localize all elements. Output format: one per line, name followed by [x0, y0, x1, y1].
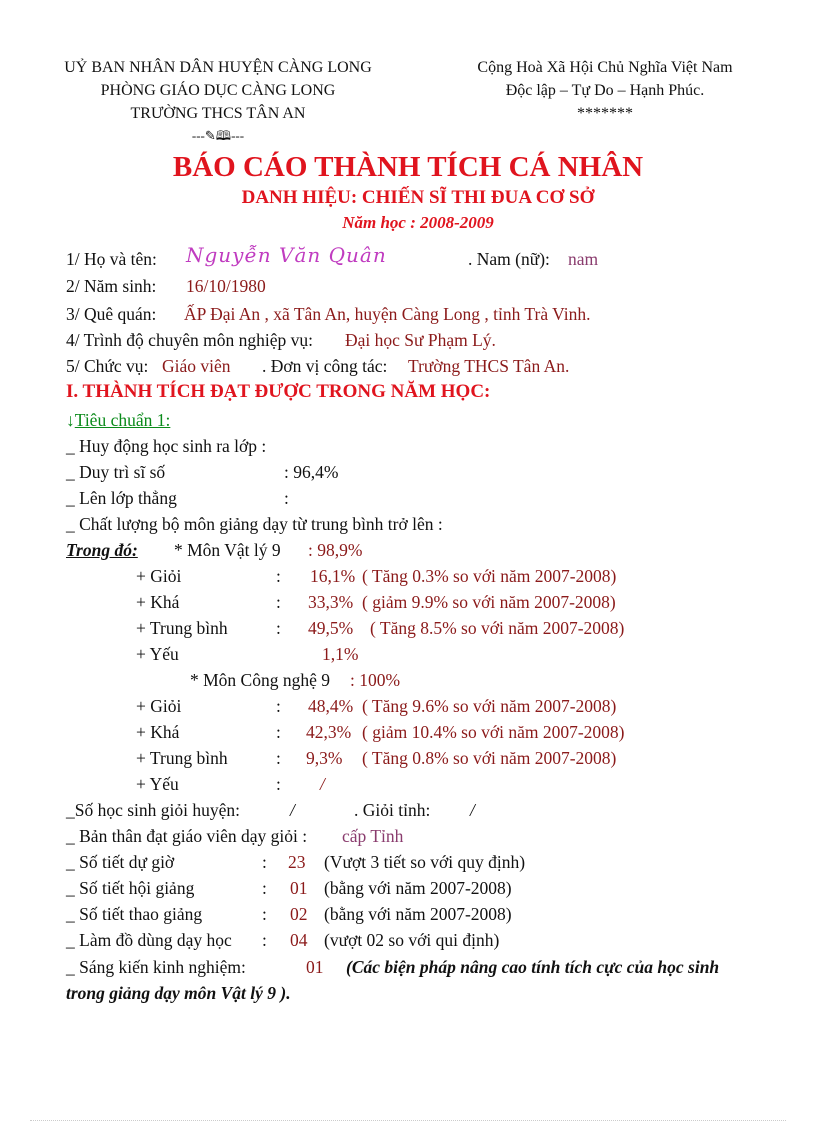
s2-yeu-label: + Yếu	[136, 774, 179, 794]
school-year: Năm học : 2008-2009	[342, 213, 494, 232]
stat-thao-giang-note: (bằng với năm 2007-2008)	[324, 904, 512, 924]
position-label: 5/ Chức vụ:	[66, 356, 149, 376]
hometown-label: 3/ Quê quán:	[66, 304, 157, 324]
stat-thao-giang-value: 02	[290, 904, 308, 924]
hsg-huyen-value: /	[290, 800, 295, 820]
s1-gioi-colon: :	[276, 566, 281, 586]
s2-gioi-note: ( Tăng 9.6% so với năm 2007-2008)	[362, 696, 617, 716]
stat-du-gio-value: 23	[288, 852, 306, 872]
s2-kha-label: + Khá	[136, 722, 180, 742]
stat-do-dung-colon: :	[262, 930, 267, 950]
s1-tb-label: + Trung bình	[136, 618, 228, 638]
gender-value: nam	[568, 249, 599, 269]
dob-value: 16/10/1980	[186, 276, 266, 296]
stat-do-dung-label: _ Làm đồ dùng dạy học	[66, 930, 232, 950]
s2-gioi-colon: :	[276, 696, 281, 716]
header-left	[40, 56, 396, 147]
dob-label: 2/ Năm sinh:	[66, 276, 157, 296]
s2-kha-colon: :	[276, 722, 281, 742]
s1-kha-colon: :	[276, 592, 281, 612]
s1-yeu-value: 1,1%	[322, 644, 359, 664]
stat-hoi-giang-label: _ Số tiết hội giảng	[66, 878, 195, 898]
header-right	[420, 56, 790, 125]
skkn-note-1: (Các biện pháp nâng cao tính tích cực của học sinh	[346, 957, 720, 977]
stat-du-gio-note: (Vượt 3 tiết so với quy định)	[324, 852, 526, 872]
s1-yeu-label: + Yếu	[136, 644, 179, 664]
stat-do-dung-value: 04	[290, 930, 308, 950]
subject-1-label: * Môn Vật lý 9	[174, 540, 281, 560]
line-duy-tri-label: _ Duy trì sĩ số	[66, 462, 166, 482]
report-title: BÁO CÁO THÀNH TÍCH CÁ NHÂN	[172, 151, 644, 183]
line-duy-tri-value: : 96,4%	[284, 462, 339, 482]
header-right-line-2: Độc lập – Tự Do – Hạnh Phúc.	[505, 82, 705, 99]
hsg-tinh-value: /	[470, 800, 475, 820]
s1-gioi-label: + Giỏi	[136, 566, 182, 586]
s2-yeu-colon: :	[276, 774, 281, 794]
subject-1-value: : 98,9%	[308, 540, 363, 560]
subject-2-value: : 100%	[350, 670, 401, 690]
line-len-lop-value: :	[284, 488, 289, 508]
line-len-lop-label: _ Lên lớp thẳng	[66, 488, 177, 508]
header-left-line-3: TRƯỜNG THCS TÂN AN	[130, 105, 306, 122]
subject-2-label: * Môn Công nghệ 9	[190, 670, 330, 690]
header-right-line-3: *******	[577, 105, 633, 122]
criterion-label: Tiêu chuẩn 1:	[74, 410, 171, 430]
s2-tb-label: + Trung bình	[136, 748, 228, 768]
s2-tb-value: 9,3%	[306, 748, 343, 768]
s1-tb-value: 49,5%	[308, 618, 354, 638]
hsg-huyen-label: _Số học sinh giỏi huyện:	[66, 800, 241, 820]
s1-kha-value: 33,3%	[308, 592, 354, 612]
s2-yeu-value: /	[320, 774, 325, 794]
stat-hoi-giang-colon: :	[262, 878, 267, 898]
report-subtitle: DANH HIỆU: CHIẾN SĨ THI ĐUA CƠ SỞ	[241, 187, 595, 208]
stat-thao-giang-label: _ Số tiết thao giảng	[66, 904, 203, 924]
degree-label: 4/ Trình độ chuyên môn nghiệp vụ:	[66, 330, 313, 350]
position-value: Giáo viên	[162, 356, 231, 376]
s2-kha-note: ( giảm 10.4% so với năm 2007-2008)	[362, 722, 625, 742]
criterion-1	[66, 408, 170, 432]
gender-label: . Nam (nữ):	[468, 249, 550, 269]
stat-du-gio-label: _ Số tiết dự giờ	[66, 852, 175, 872]
s1-gioi-note: ( Tăng 0.3% so với năm 2007-2008)	[362, 566, 617, 586]
name-value: Nguyễn Văn Quân	[186, 243, 387, 267]
line-chat-luong: _ Chất lượng bộ môn giảng dạy từ trung bình trở lên :	[66, 514, 443, 534]
stat-hoi-giang-note: (bằng với năm 2007-2008)	[324, 878, 512, 898]
section-heading: I. THÀNH TÍCH ĐẠT ĐƯỢC TRONG NĂM HỌC:	[66, 381, 491, 402]
arrow-down-icon: ↓	[66, 410, 75, 430]
stat-hoi-giang-value: 01	[290, 878, 308, 898]
stat-do-dung-note: (vượt 02 so với qui định)	[324, 930, 500, 950]
page-divider	[30, 1120, 786, 1121]
s2-tb-colon: :	[276, 748, 281, 768]
hometown-value: ẤP Đại An , xã Tân An, huyện Càng Long , tỉnh Trà Vinh.	[184, 304, 591, 324]
s2-gioi-label: + Giỏi	[136, 696, 182, 716]
skkn-note-2: trong giảng dạy môn Vật lý 9 ).	[66, 983, 291, 1003]
workplace-value: Trường THCS Tân An.	[408, 356, 570, 376]
hsg-tinh-label: . Giỏi tỉnh:	[354, 800, 431, 820]
skkn-value: 01	[306, 957, 324, 977]
workplace-label: . Đơn vị công tác:	[262, 356, 388, 376]
s1-tb-colon: :	[276, 618, 281, 638]
stat-thao-giang-colon: :	[262, 904, 267, 924]
trong-do-label: Trong đó:	[66, 540, 138, 560]
name-label: 1/ Họ và tên:	[66, 249, 157, 269]
s1-tb-note: ( Tăng 8.5% so với năm 2007-2008)	[370, 618, 625, 638]
s2-tb-note: ( Tăng 0.8% so với năm 2007-2008)	[362, 748, 617, 768]
gvg-label: _ Bản thân đạt giáo viên dạy giỏi :	[66, 826, 308, 846]
s1-kha-label: + Khá	[136, 592, 180, 612]
header-left-line-2: PHÒNG GIÁO DỤC CÀNG LONG	[100, 82, 336, 99]
s2-kha-value: 42,3%	[306, 722, 352, 742]
header-left-line-1: UỶ BAN NHÂN DÂN HUYỆN CÀNG LONG	[64, 59, 372, 76]
s1-gioi-value: 16,1%	[310, 566, 356, 586]
stat-du-gio-colon: :	[262, 852, 267, 872]
degree-value: Đại học Sư Phạm Lý.	[345, 330, 496, 350]
s1-kha-note: ( giảm 9.9% so với năm 2007-2008)	[362, 592, 616, 612]
skkn-label: _ Sáng kiến kinh nghiệm:	[66, 957, 246, 977]
s2-gioi-value: 48,4%	[308, 696, 354, 716]
header-ornament: ---✎🕮---	[191, 128, 245, 143]
line-huy-dong: _ Huy động học sinh ra lớp :	[66, 436, 267, 456]
header-right-line-1: Cộng Hoà Xã Hội Chủ Nghĩa Việt Nam	[477, 59, 733, 76]
gvg-value: cấp Tỉnh	[342, 826, 404, 846]
